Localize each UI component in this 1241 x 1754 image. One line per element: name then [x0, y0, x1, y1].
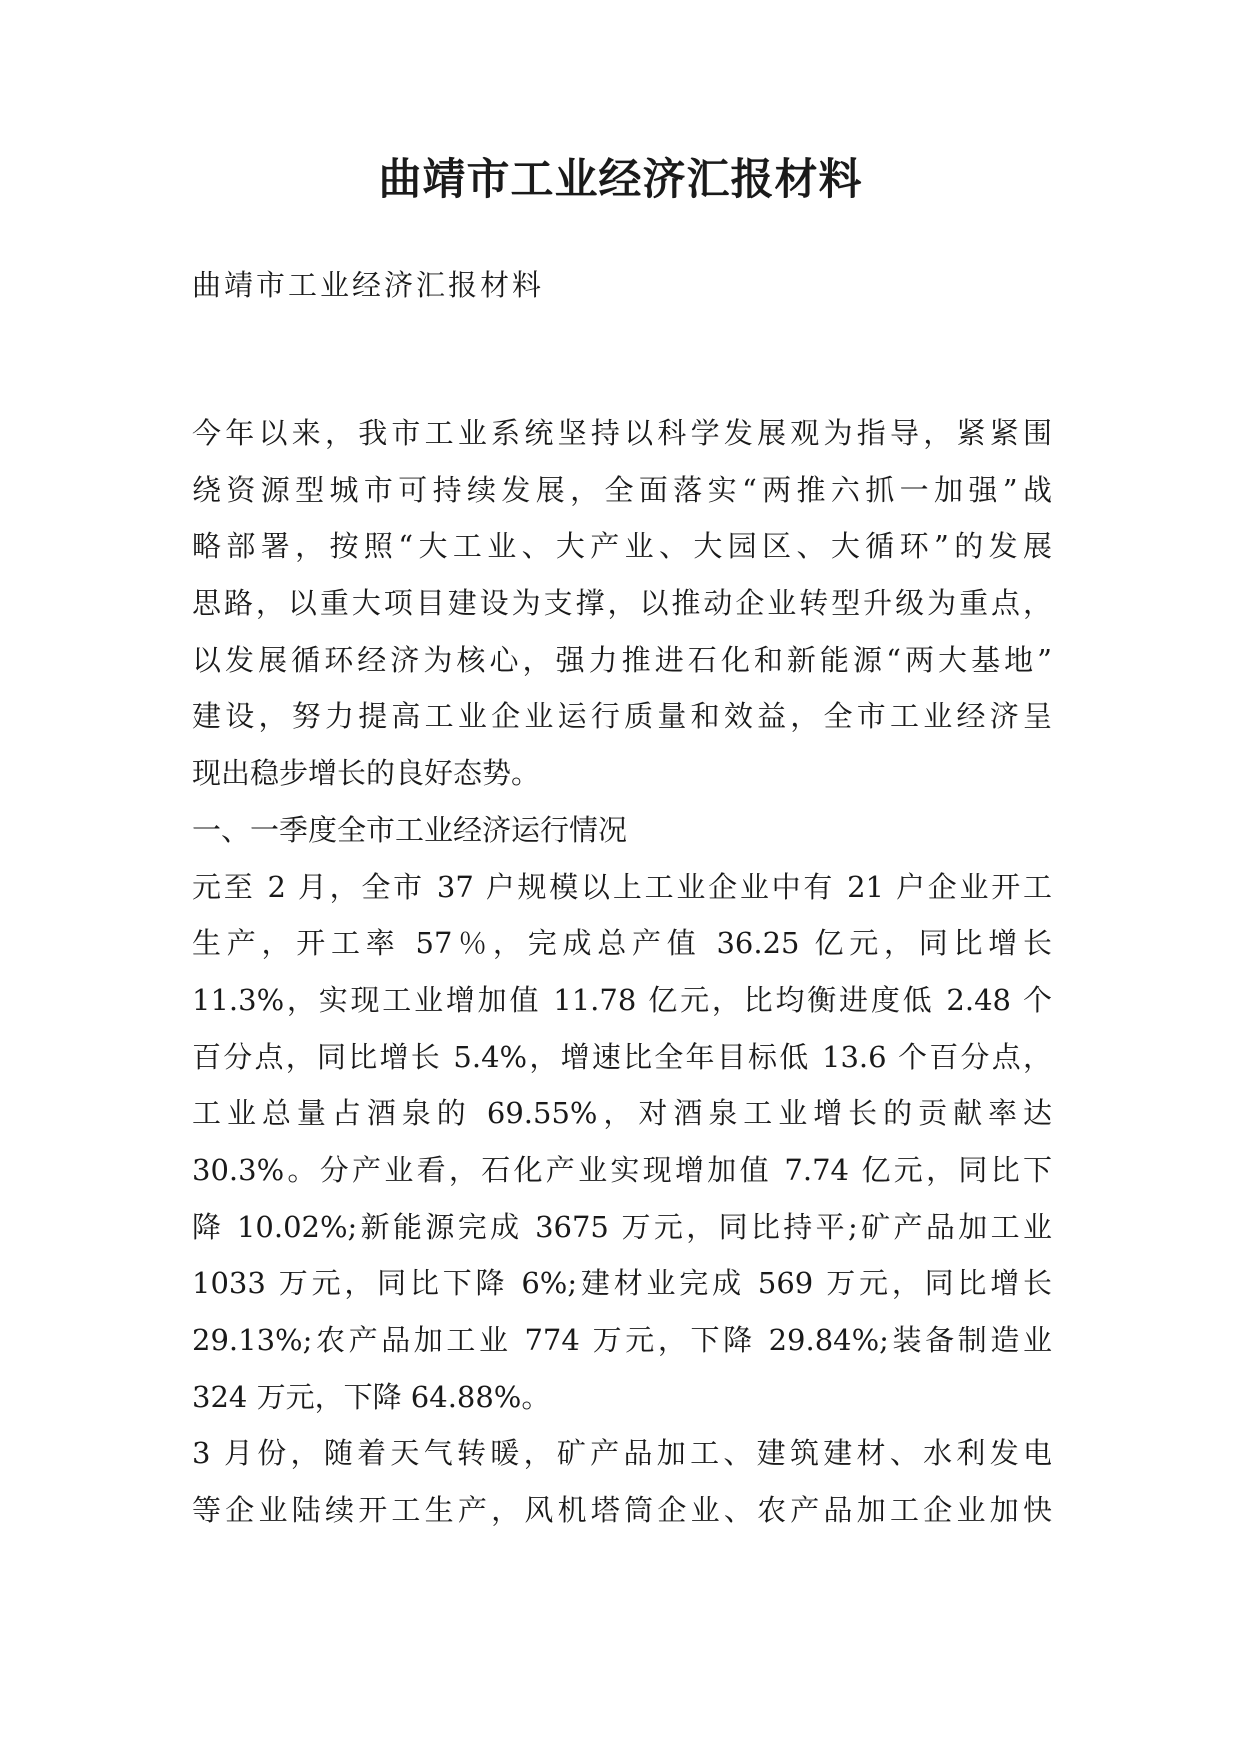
body-line: 以发展循环经济为核心，强力推进石化和新能源“两大基地” — [192, 642, 1052, 677]
body-line: 现出稳步增长的良好态势。 — [192, 756, 541, 791]
section-heading: 一、一季度全市工业经济运行情况 — [192, 812, 628, 847]
body-line: 绕资源型城市可持续发展，全面落实“两推六抓一加强”战 — [192, 472, 1052, 507]
body-line: 百分点，同比增长 5.4%，增速比全年目标低 13.6 个百分点， — [192, 1039, 1052, 1074]
body-line: 元至 2 月，全市 37 户规模以上工业企业中有 21 户企业开工 — [192, 869, 1052, 904]
body-line: 1033 万元，同比下降 6%;建材业完成 569 万元，同比增长 — [192, 1266, 1052, 1301]
body-line: 29.13%;农产品加工业 774 万元，下降 29.84%;装备制造业 — [192, 1323, 1052, 1357]
document-body — [192, 405, 1052, 1539]
body-line: 思路，以重大项目建设为支撑，以推动企业转型升级为重点， — [192, 586, 1052, 621]
body-line: 今年以来，我市工业系统坚持以科学发展观为指导，紧紧围 — [192, 416, 1052, 450]
body-line: 略部署，按照“大工业、大产业、大园区、大循环”的发展 — [192, 529, 1052, 564]
body-line: 324 万元，下降 64.88%。 — [192, 1379, 551, 1414]
body-line: 生产，开工率 57％，完成总产值 36.25 亿元，同比增长 — [192, 926, 1052, 961]
body-line: 3 月份，随着天气转暖，矿产品加工、建筑建材、水利发电 — [192, 1436, 1052, 1471]
body-line: 等企业陆续开工生产，风机塔筒企业、农产品加工企业加快 — [192, 1493, 1052, 1528]
body-line: 30.3%。分产业看，石化产业实现增加值 7.74 亿元，同比下 — [192, 1152, 1052, 1187]
body-line: 11.3%，实现工业增加值 11.78 亿元，比均衡进度低 2.48 个 — [192, 982, 1052, 1017]
body-line: 建设，努力提高工业企业运行质量和效益，全市工业经济呈 — [192, 699, 1052, 734]
body-line: 降 10.02%;新能源完成 3675 万元，同比持平;矿产品加工业 — [192, 1209, 1052, 1244]
document-subtitle: 曲靖市工业经济汇报材料 — [192, 268, 545, 302]
document-title: 曲靖市工业经济汇报材料 — [378, 155, 863, 205]
body-line: 工业总量占酒泉的 69.55%，对酒泉工业增长的贡献率达 — [192, 1096, 1052, 1131]
